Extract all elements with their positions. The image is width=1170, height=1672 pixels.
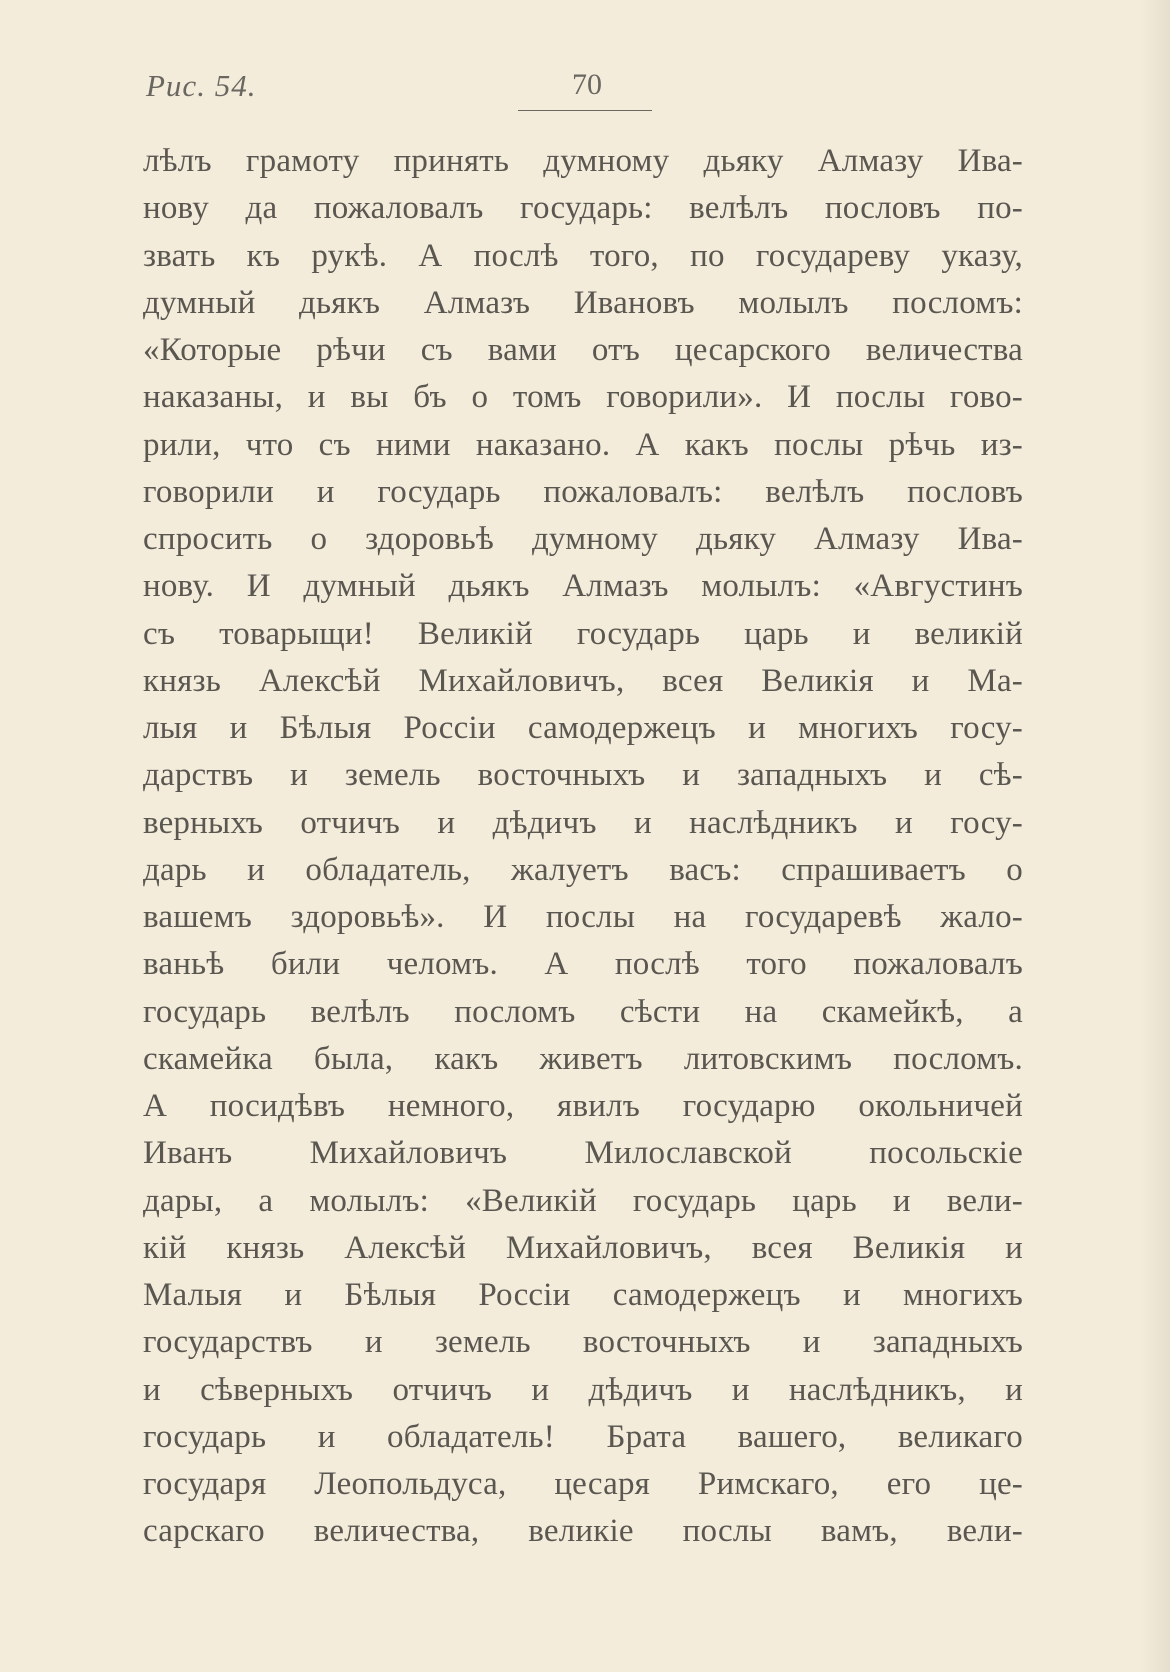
text-line: государь и обладатель! Брата вашего, великаго [143, 1418, 1023, 1455]
text-line: верныхъ отчичъ и дѣдичъ и наслѣдникъ и госу- [143, 804, 1023, 841]
text-line: князь Алексѣй Михайловичъ, всея Великія и Ма- [143, 662, 1023, 699]
text-line: кій князь Алексѣй Михайловичъ, всея Великія и [143, 1229, 1023, 1266]
page-number-rule [518, 110, 652, 111]
text-line: скамейка была, какъ живетъ литовскимъ посломъ. [143, 1040, 1023, 1077]
text-line: лыя и Бѣлыя Россіи самодержецъ и многихъ госу- [143, 710, 1023, 746]
text-line: рили, что съ ними наказано. А какъ послы рѣчь из- [143, 426, 1023, 463]
text-line: сарскаго величества, великіе послы вамъ, вели- [143, 1513, 1023, 1550]
text-line: ваньѣ били челомъ. А послѣ того пожаловалъ [143, 946, 1023, 983]
page-header [146, 68, 1026, 108]
figure-reference: Рис. 54. [146, 68, 257, 103]
text-line: лѣлъ грамоту принять думному дьяку Алмазу Ива- [143, 143, 1023, 179]
text-line: вашемъ здоровьѣ». И послы на государевѣ жало- [143, 899, 1023, 935]
text-line: наказаны, и вы бъ о томъ говорили». И послы гово- [143, 379, 1023, 416]
text-line: говорили и государь пожаловалъ: велѣлъ пословъ [143, 473, 1023, 510]
text-line: и сѣверныхъ отчичъ и дѣдичъ и наслѣдникъ, и [143, 1371, 1023, 1408]
text-line: Малыя и Бѣлыя Россіи самодержецъ и многихъ [143, 1277, 1023, 1313]
text-line: думный дьякъ Алмазъ Ивановъ молылъ посломъ: [143, 284, 1023, 321]
text-line: дарствъ и земель восточныхъ и западныхъ и сѣ- [143, 757, 1023, 794]
page-number: 70 [572, 68, 602, 101]
text-line: спросить о здоровьѣ думному дьяку Алмазу Ива- [143, 521, 1023, 557]
text-line: нову. И думный дьякъ Алмазъ молылъ: «Августинъ [143, 568, 1023, 605]
text-line: нову да пожаловалъ государь: велѣлъ пословъ по- [143, 190, 1023, 227]
text-line: государя Леопольдуса, цесаря Римскаго, его це- [143, 1466, 1023, 1502]
text-line: государствъ и земель восточныхъ и западныхъ [143, 1324, 1023, 1361]
text-line: А посидѣвъ немного, явилъ государю окольничей [143, 1088, 1023, 1124]
page-edge-shadow [1140, 0, 1170, 1672]
text-line: звать къ рукѣ. А послѣ того, по государеву указу, [143, 237, 1023, 274]
text-line: дары, а молылъ: «Великій государь царь и вели- [143, 1182, 1023, 1219]
text-line: Иванъ Михайловичъ Милославской посольскіе [143, 1135, 1023, 1172]
text-line: «Которые рѣчи съ вами отъ цесарского величества [143, 332, 1023, 368]
text-line: государь велѣлъ посломъ сѣсти на скамейкѣ, а [143, 993, 1023, 1030]
body-text [143, 138, 1023, 1556]
text-line: съ товарыщи! Великій государь царь и великій [143, 615, 1023, 652]
text-line: дарь и обладатель, жалуетъ васъ: спрашиваетъ о [143, 851, 1023, 888]
